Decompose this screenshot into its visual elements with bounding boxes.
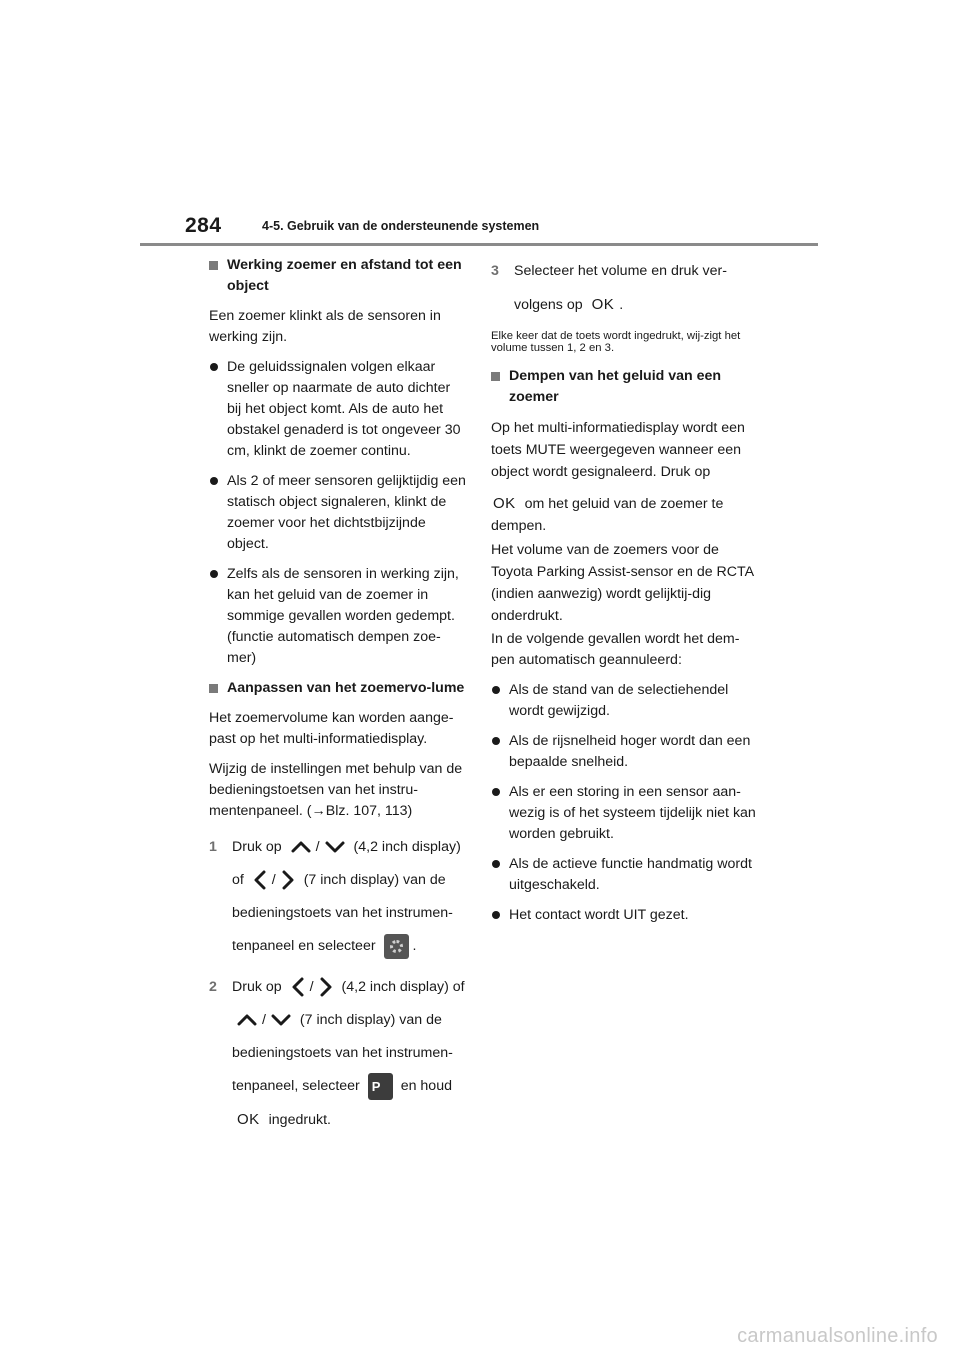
- bullet-dot-icon: [210, 363, 218, 371]
- ok-button-icon: OK: [237, 1111, 260, 1128]
- step-text: Druk op: [232, 979, 282, 995]
- paragraph: In de volgende gevallen wordt het dem-pen automatisch geannuleerd:: [491, 631, 740, 668]
- bullet-dot-icon: [492, 737, 500, 745]
- chevron-left-icon: [252, 869, 268, 891]
- heading-buzzer-operation: [209, 255, 467, 297]
- bullet-text: Als er een storing in een sensor aan-wezig is of het systeem tijdelijk niet kan worden gebruikt.: [509, 784, 756, 842]
- paragraph: Het zoemervolume kan worden aange-past op het multi-informatiedisplay.: [209, 710, 454, 747]
- bullet-item: [209, 471, 467, 555]
- section-title: 4-5. Gebruik van de ondersteunende systemen: [262, 219, 540, 233]
- step-text: .: [619, 297, 624, 313]
- heading-text: Werking zoemer en afstand tot een object: [227, 257, 462, 294]
- heading-text: Dempen van het geluid van een zoemer: [509, 368, 722, 405]
- step-text: Selecteer het volume en druk ver-volgens op: [514, 263, 727, 313]
- bullet-item: [491, 731, 756, 773]
- step-1: [209, 831, 467, 963]
- reference-text: Wijzig de instellingen met behulp van de bedieningstoetsen van het instru-mentenpaneel. (: [209, 761, 463, 819]
- gear-icon: [390, 940, 403, 953]
- bullet-item: [209, 564, 467, 669]
- paragraph-text: Op het multi-informatiedisplay wordt een toets MUTE weergegeven wanneer een object wordt gesignaleerd. Druk op: [491, 420, 745, 480]
- bullet-text: Als 2 of meer sensoren gelijktijdig een statisch object signaleren, klinkt de zoemer voor het dichtstbijzijnde object.: [227, 473, 466, 552]
- bullet-text: Zelfs als de sensoren in werking zijn, kan het geluid van de zoemer in sommige gevallen worden gedempt. (functie automatisch dempen zoe-mer): [227, 566, 459, 666]
- bullet-text: Als de rijsnelheid hoger wordt dan een bepaalde snelheid.: [509, 733, 751, 770]
- step-text: ingedrukt.: [268, 1112, 331, 1128]
- bullet-dot-icon: [492, 686, 500, 694]
- bullet-dot-icon: [492, 788, 500, 796]
- paragraph-text: om het geluid van de zoemer te dempen.: [491, 496, 724, 534]
- chevron-down-icon: [324, 840, 346, 854]
- chevron-right-icon: [280, 869, 296, 891]
- separator: /: [271, 872, 276, 888]
- bullet-text: Als de actieve functie handmatig wordt uitgeschakeld.: [509, 856, 752, 893]
- ok-button-icon: OK: [493, 495, 516, 512]
- chevron-right-icon: [318, 976, 334, 998]
- note-text: Elke keer dat de toets wordt ingedrukt, wij-zigt het volume tussen 1, 2 en 3.: [491, 330, 741, 354]
- parking-assist-tile-icon: [368, 1073, 393, 1100]
- steps-list: [491, 255, 756, 322]
- settings-tile-icon: [384, 934, 409, 959]
- step-text: (7 inch display) van de bedieningstoets van het instrumen-tenpaneel, selecteer: [232, 1012, 453, 1094]
- step-text: (4,2 inch display) of: [232, 839, 461, 888]
- right-column: [491, 255, 756, 935]
- left-column: [209, 255, 467, 1145]
- separator: /: [315, 839, 320, 855]
- step-text: (4,2 inch display) of: [341, 979, 465, 995]
- paragraph: [491, 417, 756, 537]
- chevron-up-icon: [290, 840, 312, 854]
- paragraph-reference: [209, 759, 467, 822]
- square-bullet-icon: [209, 684, 218, 693]
- bullet-dot-icon: [492, 911, 500, 919]
- chevron-left-icon: [290, 976, 306, 998]
- step-text: en houd: [400, 1078, 452, 1094]
- bullet-dot-icon: [210, 477, 218, 485]
- square-bullet-icon: [491, 372, 500, 381]
- paragraph: Een zoemer klinkt als de sensoren in werking zijn.: [209, 308, 441, 345]
- step-number: 3: [491, 263, 499, 279]
- step-text: (7 inch display) van de bedieningstoets van het instrumen-tenpaneel en selecteer: [232, 872, 453, 954]
- bullet-item: [491, 782, 756, 845]
- header-divider: [140, 243, 818, 246]
- arrow-right-icon: →: [311, 803, 326, 819]
- ok-button-icon: OK: [591, 296, 615, 313]
- step-text: .: [412, 938, 417, 954]
- bullet-list: [491, 680, 756, 926]
- bullet-item: [209, 357, 467, 462]
- steps-list: [209, 831, 467, 1137]
- bullet-item: [491, 854, 756, 896]
- watermark: carmanualsonline.info: [737, 1325, 938, 1347]
- bullet-dot-icon: [492, 860, 500, 868]
- bullet-item: [491, 905, 756, 926]
- bullet-text: De geluidssignalen volgen elkaar sneller op naarmate de auto dichter bij het object komt. Als de auto het obstakel genaderd is tot ongeveer 30 cm, klinkt de zoemer continu.: [227, 359, 461, 459]
- parking-glyph: P: [371, 1078, 381, 1094]
- heading-volume-adjust: [209, 678, 467, 699]
- step-3: [491, 255, 756, 322]
- step-number: 2: [209, 979, 217, 995]
- step-number: 1: [209, 839, 217, 855]
- separator: /: [262, 1012, 266, 1028]
- bullet-text: Als de stand van de selectiehendel wordt gewijzigd.: [509, 682, 729, 719]
- step-2: [209, 971, 467, 1137]
- square-bullet-icon: [209, 261, 218, 270]
- page-number: 284: [185, 214, 222, 237]
- paragraph: Het volume van de zoemers voor de Toyota Parking Assist-sensor en de RCTA (indien aanwezig) wordt gelijktij-dig onderdrukt.: [491, 542, 754, 624]
- step-text: Druk op: [232, 839, 282, 855]
- bullet-list: [209, 357, 467, 669]
- bullet-text: Het contact wordt UIT gezet.: [509, 907, 689, 923]
- bullet-item: [491, 680, 756, 722]
- separator: /: [309, 979, 314, 995]
- page-reference-link[interactable]: Blz. 107, 113): [325, 803, 413, 819]
- spacer: [491, 483, 756, 493]
- chevron-down-icon: [270, 1013, 292, 1027]
- heading-mute-buzzer: [491, 366, 756, 408]
- chevron-up-icon: [236, 1013, 258, 1027]
- bullet-dot-icon: [210, 570, 218, 578]
- heading-text: Aanpassen van het zoemervo-lume: [227, 680, 465, 696]
